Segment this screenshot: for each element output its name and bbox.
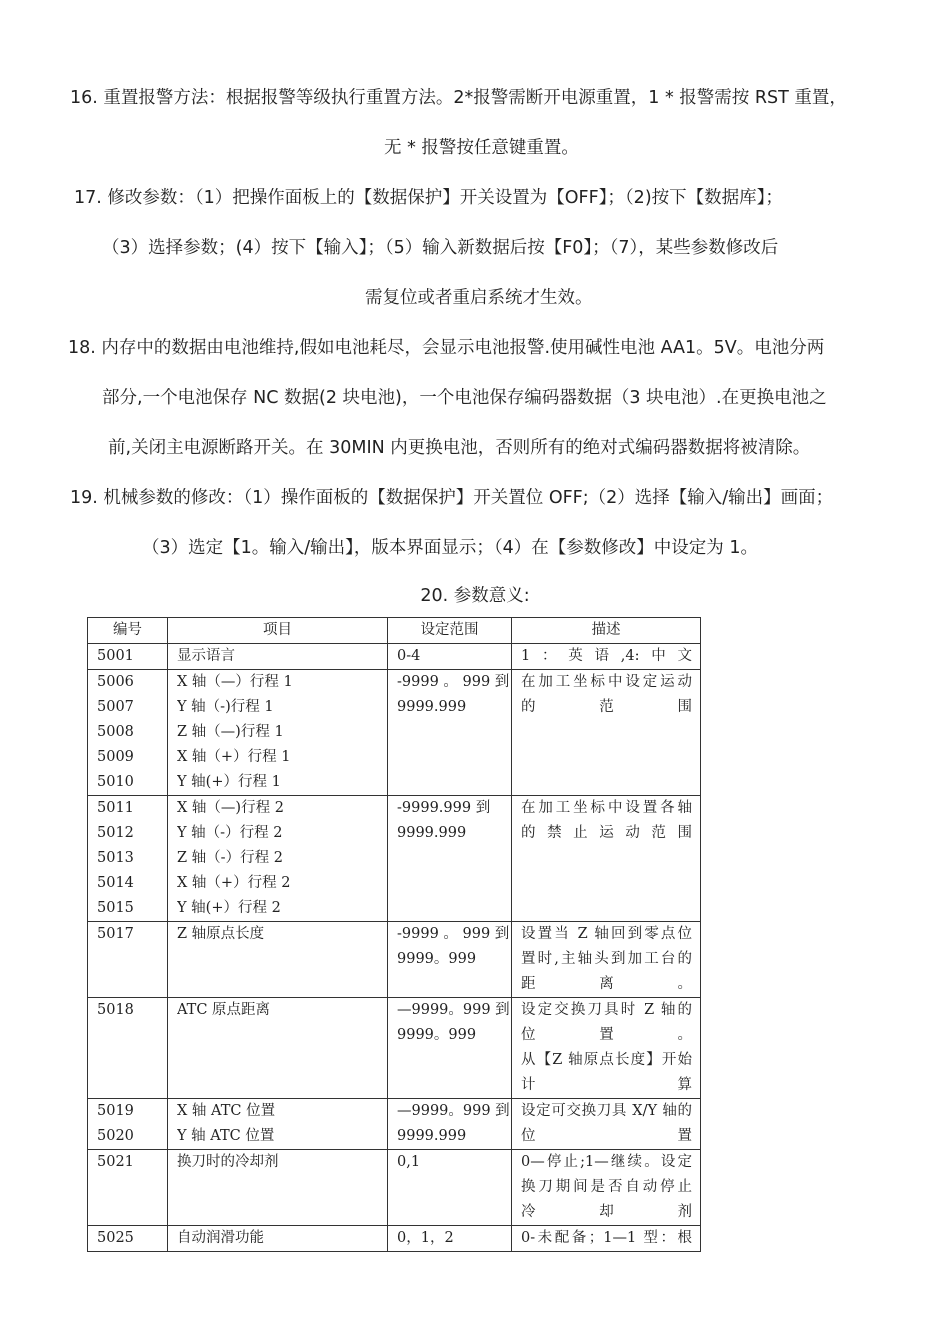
cell-range-line: 0-4 bbox=[397, 648, 421, 664]
cell-description-line: 的范围 bbox=[521, 699, 692, 715]
cell-id-line: 5015 bbox=[97, 900, 134, 916]
cell-range-line: —9999。999 到 bbox=[397, 1002, 510, 1018]
cell-description-line: 从【Z 轴原点长度】开始 bbox=[521, 1052, 692, 1068]
cell-description-line: 置时,主轴头到加工台的 bbox=[521, 951, 692, 967]
table-body bbox=[88, 644, 701, 1252]
cell-item-line: Y 轴(+）行程 2 bbox=[177, 900, 281, 916]
paragraph-18-line-2: 部分,一个电池保存 NC 数据(2 块电池)，一个电池保存编码器数据（3 块电池）.在更换电池之 bbox=[102, 388, 827, 408]
cell-id-line: 5021 bbox=[97, 1154, 134, 1170]
cell-description-line: 在加工坐标中设定运动 bbox=[521, 674, 692, 690]
cell-id-line: 5018 bbox=[97, 1002, 134, 1018]
cell-range bbox=[388, 796, 512, 922]
cell-item-line: Z 轴（-）行程 2 bbox=[177, 850, 283, 866]
cell-item-line: X 轴（—）行程 1 bbox=[177, 674, 293, 690]
table-caption: 20. 参数意义: bbox=[420, 586, 530, 606]
cell-item bbox=[168, 644, 388, 670]
cell-item bbox=[168, 1150, 388, 1226]
cell-range-line: -9999.999 到 bbox=[397, 800, 491, 816]
cell-id bbox=[88, 644, 168, 670]
cell-description-line: 0—停止;1—继续。设定 bbox=[521, 1154, 692, 1170]
cell-item-line: X 轴（—)行程 2 bbox=[177, 800, 284, 816]
cell-range-line: -9999 。 999 到 bbox=[397, 674, 510, 690]
cell-item-line: X 轴（+）行程 1 bbox=[177, 749, 291, 765]
header-item: 项目 bbox=[168, 618, 388, 644]
cell-item-line: Y 轴（-）行程 2 bbox=[177, 825, 283, 841]
cell-id-line: 5012 bbox=[97, 825, 134, 841]
cell-id-line: 5020 bbox=[97, 1128, 134, 1144]
paragraph-19-line-2: （3）选定【1。输入/输出】，版本界面显示；（4）在【参数修改】中设定为 1。 bbox=[142, 538, 758, 558]
table-row bbox=[88, 1226, 701, 1252]
cell-id bbox=[88, 670, 168, 796]
cell-range-line: 0，1，2 bbox=[397, 1230, 454, 1246]
cell-description-line: 位置 bbox=[521, 1128, 692, 1144]
cell-range bbox=[388, 998, 512, 1099]
cell-description bbox=[512, 1150, 701, 1226]
cell-range-line: 9999。999 bbox=[397, 951, 477, 967]
paragraph-18-line-1: 18. 内存中的数据由电池维持,假如电池耗尽，会显示电池报警.使用碱性电池 AA1。5V。电池分两 bbox=[68, 338, 825, 358]
cell-range bbox=[388, 922, 512, 998]
cell-id-line: 5017 bbox=[97, 926, 134, 942]
cell-item-line: X 轴（+）行程 2 bbox=[177, 875, 291, 891]
table-row bbox=[88, 1150, 701, 1226]
cell-description bbox=[512, 796, 701, 922]
cell-description bbox=[512, 670, 701, 796]
cell-id-line: 5001 bbox=[97, 648, 134, 664]
cell-range bbox=[388, 644, 512, 670]
cell-item-line: 换刀时的冷却剂 bbox=[177, 1154, 279, 1170]
cell-range bbox=[388, 670, 512, 796]
paragraph-17-line-2: （3）选择参数；(4）按下【输入】；（5）输入新数据后按【F0】；（7），某些参数修改后 bbox=[102, 238, 779, 258]
cell-description bbox=[512, 922, 701, 998]
table-row bbox=[88, 796, 701, 922]
table-header-row bbox=[88, 618, 701, 644]
cell-id-line: 5014 bbox=[97, 875, 134, 891]
cell-id-line: 5006 bbox=[97, 674, 134, 690]
cell-id bbox=[88, 1099, 168, 1150]
cell-range bbox=[388, 1226, 512, 1252]
cell-id bbox=[88, 1226, 168, 1252]
cell-id bbox=[88, 796, 168, 922]
cell-description-line: 设定交换刀具时 Z 轴的 bbox=[521, 1002, 692, 1018]
cell-range bbox=[388, 1150, 512, 1226]
table-row bbox=[88, 1099, 701, 1150]
cell-description bbox=[512, 998, 701, 1099]
cell-description-line: 设置当 Z 轴回到零点位 bbox=[521, 926, 692, 942]
cell-item-line: Z 轴（—)行程 1 bbox=[177, 724, 284, 740]
parameter-table bbox=[87, 617, 701, 1252]
paragraph-17-line-3: 需复位或者重启系统才生效。 bbox=[365, 288, 593, 308]
cell-id bbox=[88, 1150, 168, 1226]
paragraph-19-line-1: 19. 机械参数的修改：（1）操作面板的【数据保护】开关置位 OFF;（2）选择【输入/输出】画面； bbox=[70, 488, 834, 508]
cell-id bbox=[88, 998, 168, 1099]
table-row bbox=[88, 998, 701, 1099]
cell-range-line: 0,1 bbox=[397, 1154, 421, 1170]
cell-id-line: 5009 bbox=[97, 749, 134, 765]
cell-item-line: 自动润滑功能 bbox=[177, 1230, 264, 1246]
cell-range-line: 9999.999 bbox=[397, 825, 467, 841]
cell-description-line: 在加工坐标中设置各轴 bbox=[521, 800, 692, 816]
cell-item-line: ATC 原点距离 bbox=[177, 1002, 271, 1018]
cell-item bbox=[168, 922, 388, 998]
header-range: 设定范围 bbox=[388, 618, 512, 644]
table-row bbox=[88, 670, 701, 796]
cell-description-line: 0-未配备；1—1 型：根 bbox=[521, 1230, 692, 1246]
header-id: 编号 bbox=[88, 618, 168, 644]
cell-description-line: 冷却剂 bbox=[521, 1204, 692, 1220]
cell-item bbox=[168, 796, 388, 922]
table-row bbox=[88, 644, 701, 670]
cell-description-line: 距离。 bbox=[521, 976, 692, 992]
paragraph-16-line-2: 无 * 报警按任意键重置。 bbox=[384, 138, 579, 158]
cell-item bbox=[168, 670, 388, 796]
cell-description bbox=[512, 644, 701, 670]
cell-id-line: 5025 bbox=[97, 1230, 134, 1246]
cell-item bbox=[168, 998, 388, 1099]
cell-id-line: 5010 bbox=[97, 774, 134, 790]
cell-item bbox=[168, 1099, 388, 1150]
table-row bbox=[88, 922, 701, 998]
cell-range-line: —9999。999 到 bbox=[397, 1103, 510, 1119]
paragraph-16-line-1: 16. 重置报警方法：根据报警等级执行重置方法。2*报警需断开电源重置，1 * 报警需按 RST 重置， bbox=[70, 88, 847, 108]
cell-item-line: 显示语言 bbox=[177, 648, 235, 664]
cell-description-line: 设定可交换刀具 X/Y 轴的 bbox=[521, 1103, 692, 1119]
cell-description bbox=[512, 1099, 701, 1150]
cell-id bbox=[88, 922, 168, 998]
cell-item-line: Y 轴(+）行程 1 bbox=[177, 774, 281, 790]
cell-range bbox=[388, 1099, 512, 1150]
cell-description-line: 计算 bbox=[521, 1077, 692, 1093]
cell-id-line: 5019 bbox=[97, 1103, 134, 1119]
cell-range-line: 9999.999 bbox=[397, 1128, 467, 1144]
cell-item-line: Z 轴原点长度 bbox=[177, 926, 265, 942]
cell-item-line: Y 轴（-)行程 1 bbox=[177, 699, 274, 715]
cell-id-line: 5013 bbox=[97, 850, 134, 866]
cell-description-line: 1：英语,4:中文 bbox=[521, 648, 692, 664]
cell-description-line: 的禁止运动范围 bbox=[521, 825, 692, 841]
cell-item-line: Y 轴 ATC 位置 bbox=[177, 1128, 275, 1144]
cell-description-line: 位置。 bbox=[521, 1027, 692, 1043]
paragraph-18-line-3: 前,关闭主电源断路开关。在 30MIN 内更换电池，否则所有的绝对式编码器数据将被清除。 bbox=[108, 438, 811, 458]
cell-range-line: -9999 。 999 到 bbox=[397, 926, 510, 942]
cell-description bbox=[512, 1226, 701, 1252]
cell-range-line: 9999。999 bbox=[397, 1027, 477, 1043]
cell-item-line: X 轴 ATC 位置 bbox=[177, 1103, 276, 1119]
cell-id-line: 5008 bbox=[97, 724, 134, 740]
header-description: 描述 bbox=[512, 618, 701, 644]
cell-range-line: 9999.999 bbox=[397, 699, 467, 715]
paragraph-17-line-1: 17. 修改参数：（1）把操作面板上的【数据保护】开关设置为【OFF】；（2)按下【数据库】； bbox=[74, 188, 783, 208]
cell-id-line: 5007 bbox=[97, 699, 134, 715]
cell-item bbox=[168, 1226, 388, 1252]
cell-id-line: 5011 bbox=[97, 800, 134, 816]
cell-description-line: 换刀期间是否自动停止 bbox=[521, 1179, 692, 1195]
